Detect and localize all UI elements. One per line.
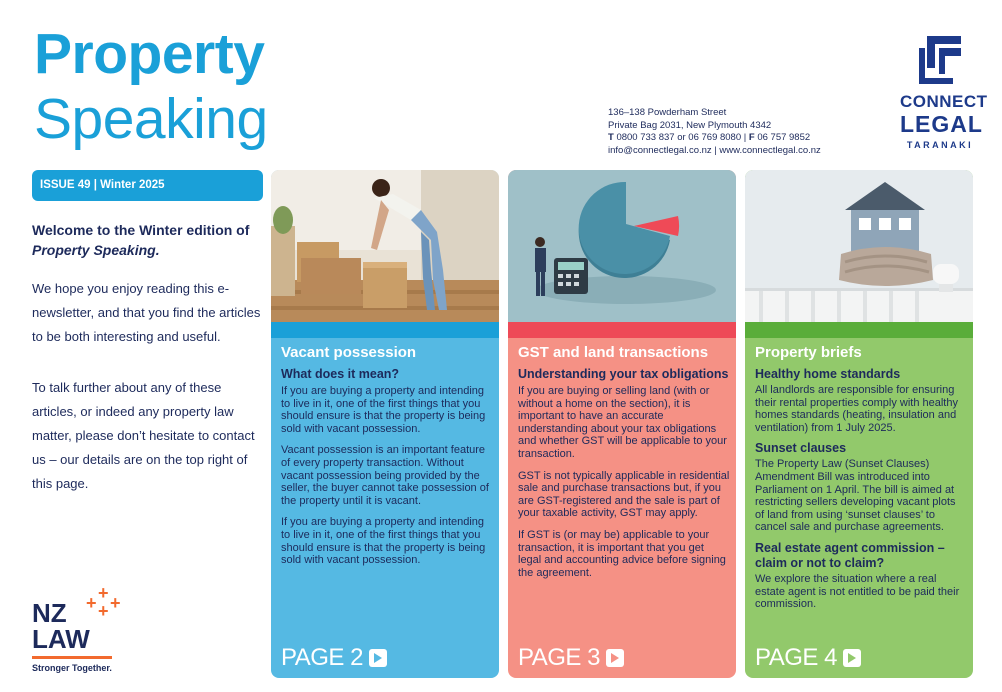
card-subheading: Real estate agent commission – claim or not to claim? <box>755 540 945 570</box>
fax-number: 06 757 9852 <box>757 132 811 143</box>
nz-law-underline <box>32 656 112 659</box>
issue-number: ISSUE 49 <box>40 179 91 191</box>
welcome-heading <box>32 220 264 260</box>
plus-icon: + <box>98 583 109 603</box>
plus-icon: + <box>86 593 97 613</box>
issue-separator: | <box>93 179 97 191</box>
card-band <box>508 322 736 338</box>
card-subheading: Understanding your tax obligations <box>518 367 729 381</box>
phone-label: T <box>608 132 614 143</box>
nz-law-tagline: Stronger Together. <box>32 663 112 673</box>
arrow-right-icon <box>843 649 861 667</box>
page-3-link[interactable] <box>518 644 624 672</box>
card-body <box>755 367 967 618</box>
logo-word-connect: CONNECT <box>900 92 988 111</box>
connect-legal-mark-icon <box>917 34 963 86</box>
web-separator: | <box>714 144 717 156</box>
card-paragraph: If you are buying a property and intending to live in it, one of the first things that you should ensure is that the property is being sold with vacant possession. <box>281 516 486 567</box>
card-paragraph: We explore the situation where a real estate agent is not entitled to be paid their commission. <box>755 572 960 611</box>
issue-badge <box>32 170 263 201</box>
connect-legal-logo <box>900 34 988 156</box>
logo-word-legal: LEGAL <box>900 111 983 137</box>
card-band <box>271 322 499 338</box>
card-heading: Property briefs <box>755 344 862 361</box>
card-heading: GST and land transactions <box>518 344 709 361</box>
address-line-2: Private Bag 2031, New Plymouth 4342 <box>608 119 772 131</box>
card-band <box>745 322 973 338</box>
pie-chart-calculator-illustration <box>508 170 736 322</box>
article-card-property-briefs[interactable] <box>745 170 973 678</box>
plus-icon: + <box>110 593 121 613</box>
card-body <box>281 367 493 576</box>
nz-law-logo <box>32 583 132 680</box>
web-line <box>608 145 821 158</box>
arrow-right-icon <box>606 649 624 667</box>
welcome-title: Property Speaking. <box>32 242 160 258</box>
house-with-scarf-photo <box>745 170 973 322</box>
intro-paragraph-1: We hope you enjoy reading this e-newsletter, and that you find the articles to be both interesting and useful. <box>32 281 261 344</box>
page-4-link[interactable] <box>755 644 861 672</box>
article-card-gst[interactable] <box>508 170 736 678</box>
address-line-1: 136–138 Powderham Street <box>608 107 727 118</box>
phone-separator: | <box>743 132 747 143</box>
card-heading: Vacant possession <box>281 344 417 361</box>
woman-packing-boxes-photo <box>271 170 499 322</box>
nz-law-word-nz: NZ <box>32 598 67 628</box>
page-link-label: PAGE 2 <box>281 644 363 671</box>
card-paragraph: Vacant possession is an important feature of every property transaction. Without vacant possession being provided by the seller, the buyer cannot take possession of the property until it is vacant. <box>281 444 489 507</box>
card-body <box>518 367 730 588</box>
page-link-label: PAGE 3 <box>518 644 600 671</box>
article-card-vacant-possession[interactable] <box>271 170 499 678</box>
title-line-2: Speaking <box>34 87 268 151</box>
phone-line <box>608 132 821 145</box>
contact-block <box>608 107 821 157</box>
intro-paragraph-2: To talk further about any of these articles, or indeed any property law matter, please don’t hesitate to contact us – our details are on the top right of this page. <box>32 380 255 491</box>
welcome-prefix: Welcome to the Winter edition of <box>32 222 250 238</box>
card-paragraph: All landlords are responsible for ensuring their rental properties comply with healthy homes standards (heating, insulation and ventilation) from 1 July 2025. <box>755 384 958 434</box>
fax-label: F <box>748 132 755 143</box>
card-paragraph: If GST is (or may be) applicable to your transaction, it is important that you get legal and accounting advice before signing the agreement. <box>518 528 726 579</box>
page-link-label: PAGE 4 <box>755 644 837 671</box>
card-paragraph: GST is not typically applicable in residential sale and purchase transactions but, if you are GST-registered and the sale is part of your taxable activity, GST may apply. <box>518 469 730 520</box>
card-paragraph: If you are buying a property and intending to live in it, one of the first things that you should ensure is that the property is being sold with vacant possession. <box>281 385 486 435</box>
card-subheading: Sunset clauses <box>755 441 847 456</box>
phone-number[interactable]: 0800 733 837 or 06 769 8080 <box>616 132 742 143</box>
nz-law-word-law: LAW <box>32 624 90 654</box>
arrow-right-icon <box>369 649 387 667</box>
page-2-link[interactable] <box>281 644 387 672</box>
logo-word-taranaki: TARANAKI <box>906 140 974 150</box>
website-link[interactable]: www.connectlegal.co.nz <box>719 144 821 156</box>
plus-icon: + <box>98 601 109 621</box>
card-subheading: Healthy home standards <box>755 367 901 381</box>
card-subheading: What does it mean? <box>281 367 400 381</box>
card-paragraph: The Property Law (Sunset Clauses) Amendment Bill was introduced into Parliament on 1 April. The bill is aimed at restricting sellers developing vacant plots of land from using ‘sunset clauses’ to cancel sale and purchase agreements. <box>755 458 956 534</box>
issue-season: Winter 2025 <box>100 179 165 191</box>
card-paragraph: If you are buying or selling land (with or without a home on the section), it is important to have an accurate understanding about your tax obligations and whether GST will be applicable to your transaction. <box>518 385 727 460</box>
title-line-1: Property <box>34 22 265 86</box>
email-link[interactable]: info@connectlegal.co.nz <box>608 144 712 156</box>
